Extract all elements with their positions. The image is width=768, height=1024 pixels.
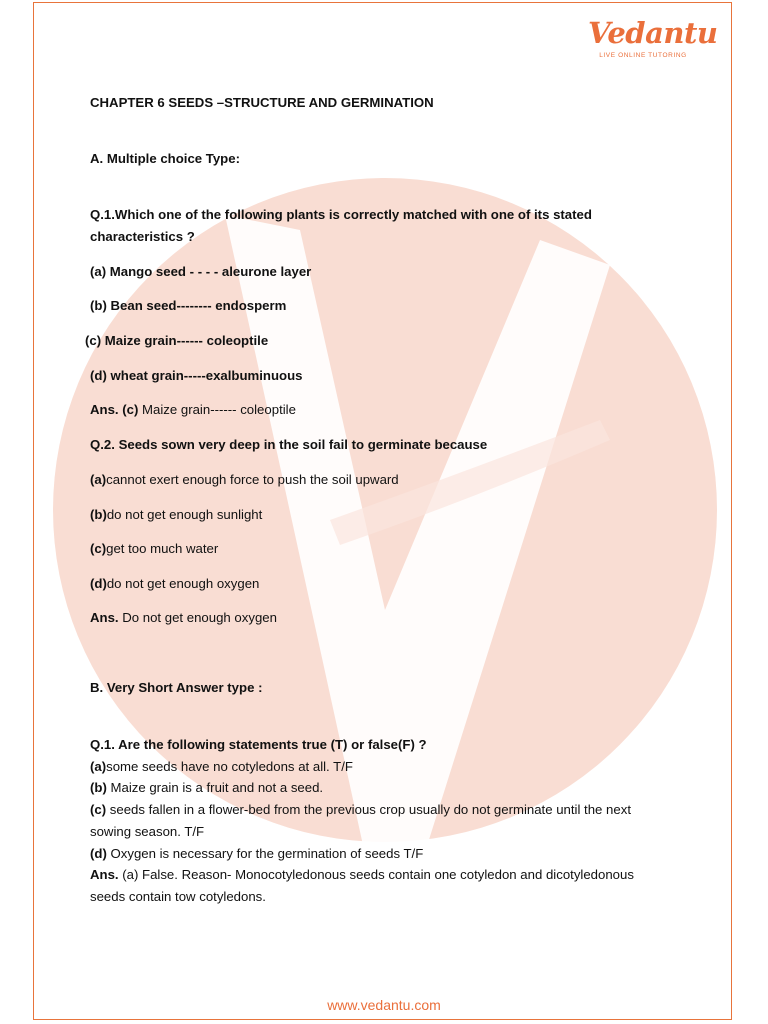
logo-wordmark: Vedantu xyxy=(588,16,718,50)
b-q1-statement-d-label: (d) xyxy=(90,846,107,861)
q2-option-c xyxy=(90,540,218,558)
q2-option-d xyxy=(90,575,259,593)
b-q1-statement-c-label: (c) xyxy=(90,802,107,817)
b-q1-answer xyxy=(90,866,634,884)
q1-question-line1: Q.1.Which one of the following plants is correctly matched with one of its stated xyxy=(90,207,592,222)
q1-option-a: (a) Mango seed - - - - aleurone layer xyxy=(90,264,312,279)
q1-answer-label: Ans. (c) xyxy=(90,402,139,417)
q2-option-b-text: do not get enough sunlight xyxy=(106,507,263,522)
q2-option-d-label: (d) xyxy=(90,576,107,591)
b-q1-statement-a xyxy=(90,758,353,776)
section-b-heading: B. Very Short Answer type : xyxy=(90,680,263,695)
b-q1-statement-a-text: some seeds have no cotyledons at all. T/F xyxy=(106,759,353,774)
chapter-title: CHAPTER 6 SEEDS –STRUCTURE AND GERMINATION xyxy=(90,95,434,110)
b-q1-statement-d xyxy=(90,845,423,863)
b-q1-answer-line1: (a) False. Reason- Monocotyledonous seeds contain one cotyledon and dicotyledonous xyxy=(118,867,634,882)
q2-option-a-label: (a) xyxy=(90,472,107,487)
b-q1-statement-b-label: (b) xyxy=(90,780,107,795)
q1-question-line2: characteristics ? xyxy=(90,229,195,244)
footer-website-link[interactable]: www.vedantu.com xyxy=(327,997,441,1013)
b-q1-statement-c-cont xyxy=(90,823,204,841)
q2-answer-label: Ans. xyxy=(90,610,119,625)
b-q1-answer-label: Ans. xyxy=(90,867,119,882)
q1-option-b: (b) Bean seed-------- endosperm xyxy=(90,298,287,313)
vedantu-logo xyxy=(588,16,718,64)
q2-option-a-text: cannot exert enough force to push the soil upward xyxy=(106,472,399,487)
b-q1-statement-c xyxy=(90,801,631,819)
q1-option-c: (c) Maize grain------ coleoptile xyxy=(85,333,269,348)
b-q1-answer-cont: seeds contain tow cotyledons. xyxy=(90,889,266,904)
q2-option-c-text: get too much water xyxy=(106,541,219,556)
q2-answer-text: Do not get enough oxygen xyxy=(118,610,277,625)
b-q1-statement-b xyxy=(90,779,323,797)
b-q1-statement-d-text: Oxygen is necessary for the germination of seeds T/F xyxy=(106,846,424,861)
q2-option-b xyxy=(90,506,262,524)
b-q1-statement-c-text: seeds fallen in a flower-bed from the previous crop usually do not germinate until the next xyxy=(106,802,631,817)
section-a-heading: A. Multiple choice Type: xyxy=(90,151,240,166)
logo-tagline: LIVE ONLINE TUTORING xyxy=(599,52,687,59)
b-q1-statement-b-text: Maize grain is a fruit and not a seed. xyxy=(106,780,324,795)
q1-answer-text: Maize grain------ coleoptile xyxy=(138,402,296,417)
b-q1-statement-a-label: (a) xyxy=(90,759,107,774)
q2-option-b-label: (b) xyxy=(90,507,107,522)
b-q1-question: Q.1. Are the following statements true (T) or false(F) ? xyxy=(90,737,427,752)
q2-option-c-label: (c) xyxy=(90,541,107,556)
q1-answer xyxy=(90,401,296,419)
q2-option-d-text: do not get enough oxygen xyxy=(106,576,260,591)
q2-question: Q.2. Seeds sown very deep in the soil fail to germinate because xyxy=(90,437,488,452)
q1-option-d: (d) wheat grain-----exalbuminuous xyxy=(90,368,303,383)
q2-answer xyxy=(90,609,277,627)
b-q1-statement-c-cont-text: sowing season. T/F xyxy=(90,824,205,839)
q2-option-a xyxy=(90,471,399,489)
